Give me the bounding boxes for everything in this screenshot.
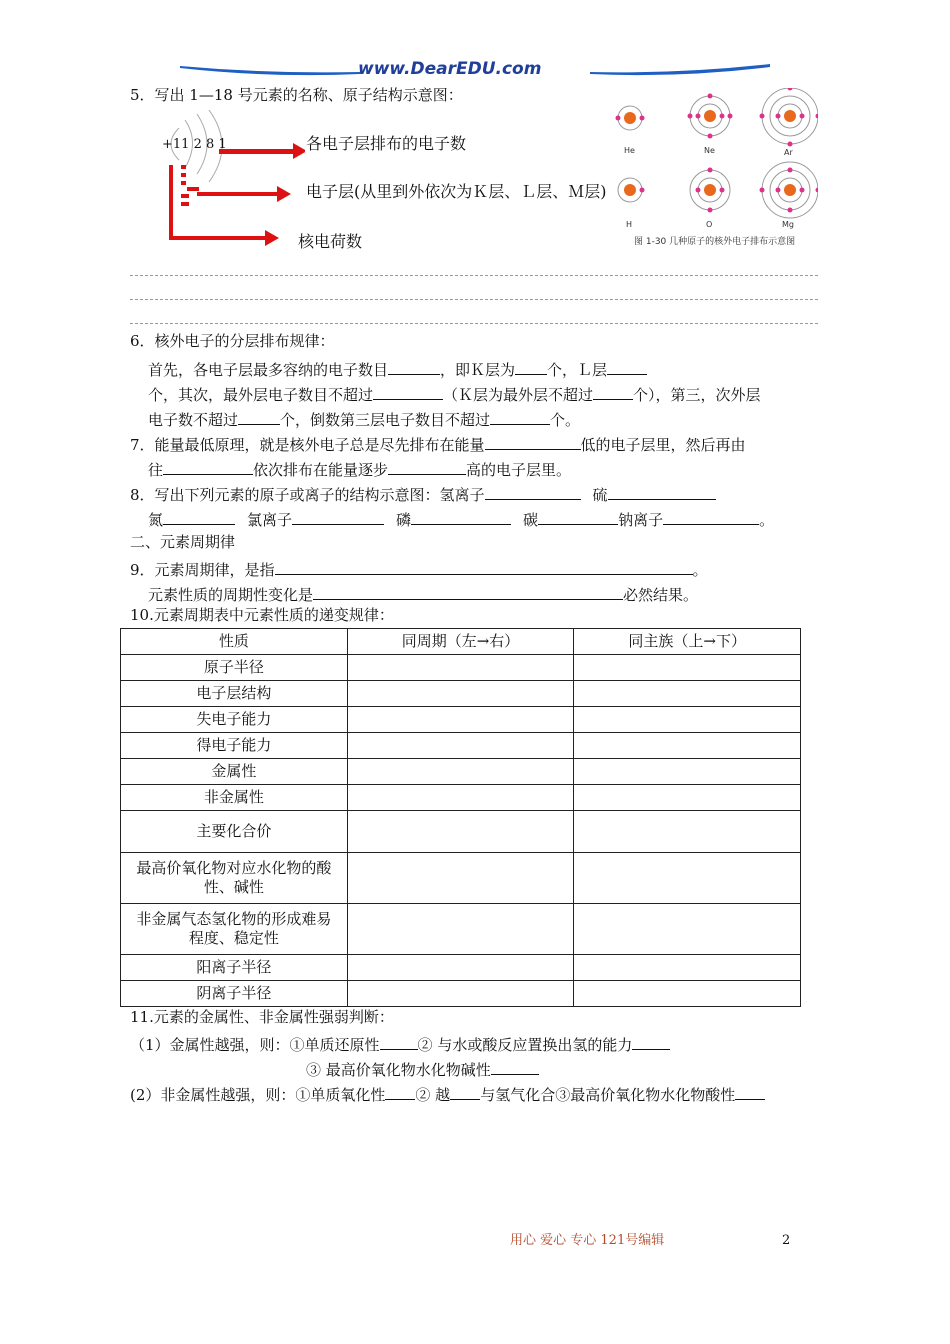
q11-title: 11.元素的金属性、非金属性强弱判断： xyxy=(130,1008,394,1026)
blank[interactable] xyxy=(607,358,647,375)
table-header: 同主族（上→下） xyxy=(574,629,801,655)
row-label: 主要化合价 xyxy=(121,811,348,853)
arrow-label-charge: 核电荷数 xyxy=(298,232,363,251)
answer-cell[interactable] xyxy=(347,707,574,733)
q6-title: 6．核外电子的分层排布规律： xyxy=(130,332,335,350)
row-label: 电子层结构 xyxy=(121,681,348,707)
answer-cell[interactable] xyxy=(347,655,574,681)
blank[interactable] xyxy=(632,1033,670,1050)
answer-cell[interactable] xyxy=(574,811,801,853)
answer-cell[interactable] xyxy=(574,681,801,707)
answer-cell[interactable] xyxy=(574,955,801,981)
q6-line1: 首先，各电子层最多容纳的电子数目 ，即Ｋ层为 个，Ｌ层 xyxy=(148,358,647,381)
table-row xyxy=(121,733,801,759)
table-row xyxy=(121,955,801,981)
row-label: 最高价氧化物对应水化物的酸性、碱性 xyxy=(121,853,348,904)
blank[interactable] xyxy=(485,433,581,450)
table-row xyxy=(121,785,801,811)
blank[interactable] xyxy=(608,483,716,500)
blank[interactable] xyxy=(450,1083,480,1100)
q8-line2: 氮 氯离子 磷 碳 钠离子 。 xyxy=(148,508,774,531)
row-label: 非金属气态氢化物的形成难易程度、稳定性 xyxy=(121,904,348,955)
table-row xyxy=(121,853,801,904)
answer-cell[interactable] xyxy=(574,655,801,681)
atom-label-h: H xyxy=(626,220,633,229)
shell-arcs-icon xyxy=(155,110,305,255)
answer-cell[interactable] xyxy=(574,785,801,811)
q11-line3: (2）非金属性越强，则：①单质氧化性 ② 越 与氢气化合③最高价氧化物水化物酸性 xyxy=(130,1083,765,1106)
row-label: 非金属性 xyxy=(121,785,348,811)
q10-title: 10.元素周期表中元素性质的递变规律： xyxy=(130,606,394,624)
blank[interactable] xyxy=(411,508,511,525)
table-row xyxy=(121,904,801,955)
answer-cell[interactable] xyxy=(347,681,574,707)
answer-cell[interactable] xyxy=(347,981,574,1007)
atom-figure xyxy=(606,88,818,253)
answer-cell[interactable] xyxy=(347,955,574,981)
answer-cell[interactable] xyxy=(574,853,801,904)
section-heading: 二、元素周期律 xyxy=(130,533,236,551)
table-header: 同周期（左→右） xyxy=(347,629,574,655)
answer-cell[interactable] xyxy=(574,733,801,759)
blank[interactable] xyxy=(380,1033,418,1050)
table-row xyxy=(121,707,801,733)
q9-line1: 9．元素周期律，是指 。 xyxy=(130,558,708,581)
table-row xyxy=(121,759,801,785)
blank[interactable] xyxy=(238,408,280,425)
q11-line2: ③ 最高价氧化物水化物碱性 xyxy=(306,1058,539,1081)
blank[interactable] xyxy=(313,583,623,600)
footer-text: 用心 爱心 专心 121号编辑 xyxy=(510,1233,665,1248)
blank[interactable] xyxy=(385,1083,415,1100)
blank[interactable] xyxy=(292,508,384,525)
answer-cell[interactable] xyxy=(347,785,574,811)
blank[interactable] xyxy=(275,558,693,575)
answer-line xyxy=(130,323,818,324)
answer-line xyxy=(130,275,818,276)
q8-line1: 8．写出下列元素的原子或离子的结构示意图：氢离子 硫 xyxy=(130,483,716,506)
atom-label-ne: Ne xyxy=(704,146,715,155)
q6-line2: 个，其次，最外层电子数目不超过 （Ｋ层为最外层不超过 个），第三，次外层 xyxy=(148,383,761,406)
q9-line2: 元素性质的周期性变化是 必然结果。 xyxy=(148,583,698,606)
blank[interactable] xyxy=(490,408,550,425)
blank[interactable] xyxy=(663,508,759,525)
blank[interactable] xyxy=(373,383,443,400)
q6-line3: 电子数不超过 个，倒数第三层电子数目不超过 个。 xyxy=(148,408,580,431)
atom-structure-diagram xyxy=(155,110,305,255)
arrow-label-electrons: 各电子层排布的电子数 xyxy=(306,134,467,153)
answer-cell[interactable] xyxy=(574,759,801,785)
header-banner xyxy=(180,58,770,82)
site-logo-text[interactable]: www.DearEDU.com xyxy=(358,59,542,79)
blank[interactable] xyxy=(538,508,618,525)
blank[interactable] xyxy=(163,458,253,475)
row-label: 得电子能力 xyxy=(121,733,348,759)
blank[interactable] xyxy=(388,458,466,475)
page-number: 2 xyxy=(782,1233,791,1248)
atom-label-he: He xyxy=(624,146,635,155)
answer-cell[interactable] xyxy=(347,733,574,759)
atom-label-mg: Mg xyxy=(782,220,794,229)
answer-cell[interactable] xyxy=(347,759,574,785)
blank[interactable] xyxy=(735,1083,765,1100)
answer-line xyxy=(130,299,818,300)
row-label: 原子半径 xyxy=(121,655,348,681)
table-row xyxy=(121,981,801,1007)
q5-title: 5．写出 1—18 号元素的名称、原子结构示意图： xyxy=(130,86,463,104)
row-label: 阴离子半径 xyxy=(121,981,348,1007)
answer-cell[interactable] xyxy=(574,981,801,1007)
row-label: 阳离子半径 xyxy=(121,955,348,981)
answer-cell[interactable] xyxy=(574,904,801,955)
blank[interactable] xyxy=(485,483,581,500)
atom-label-o: O xyxy=(706,220,713,229)
blank[interactable] xyxy=(491,1058,539,1075)
blank[interactable] xyxy=(593,383,633,400)
answer-cell[interactable] xyxy=(347,904,574,955)
answer-cell[interactable] xyxy=(574,707,801,733)
table-header: 性质 xyxy=(121,629,348,655)
properties-table xyxy=(120,628,801,1007)
arrow-label-shells: 电子层(从里到外依次为Ｋ层、Ｌ层、Ｍ层) xyxy=(306,182,607,201)
figure-caption: 图 1-30 几种原子的核外电子排布示意图 xyxy=(634,237,796,247)
answer-cell[interactable] xyxy=(347,811,574,853)
table-row xyxy=(121,681,801,707)
table-row xyxy=(121,655,801,681)
blank[interactable] xyxy=(388,358,440,375)
blank[interactable] xyxy=(163,508,235,525)
atom-label-ar: Ar xyxy=(784,148,793,157)
answer-cell[interactable] xyxy=(347,853,574,904)
q7-line2: 往 依次排布在能量逐步 高的电子层里。 xyxy=(148,458,571,481)
table-row xyxy=(121,811,801,853)
row-label: 金属性 xyxy=(121,759,348,785)
table-header-row xyxy=(121,629,801,655)
blank[interactable] xyxy=(515,358,547,375)
nucleus-label: +11 2 8 1 xyxy=(162,137,227,152)
q11-line1: （1）金属性越强，则：①单质还原性 ② 与水或酸反应置换出氢的能力 xyxy=(130,1033,670,1056)
row-label: 失电子能力 xyxy=(121,707,348,733)
q7-line1: 7．能量最低原理，就是核外电子总是尽先排布在能量 低的电子层里，然后再由 xyxy=(130,433,746,456)
